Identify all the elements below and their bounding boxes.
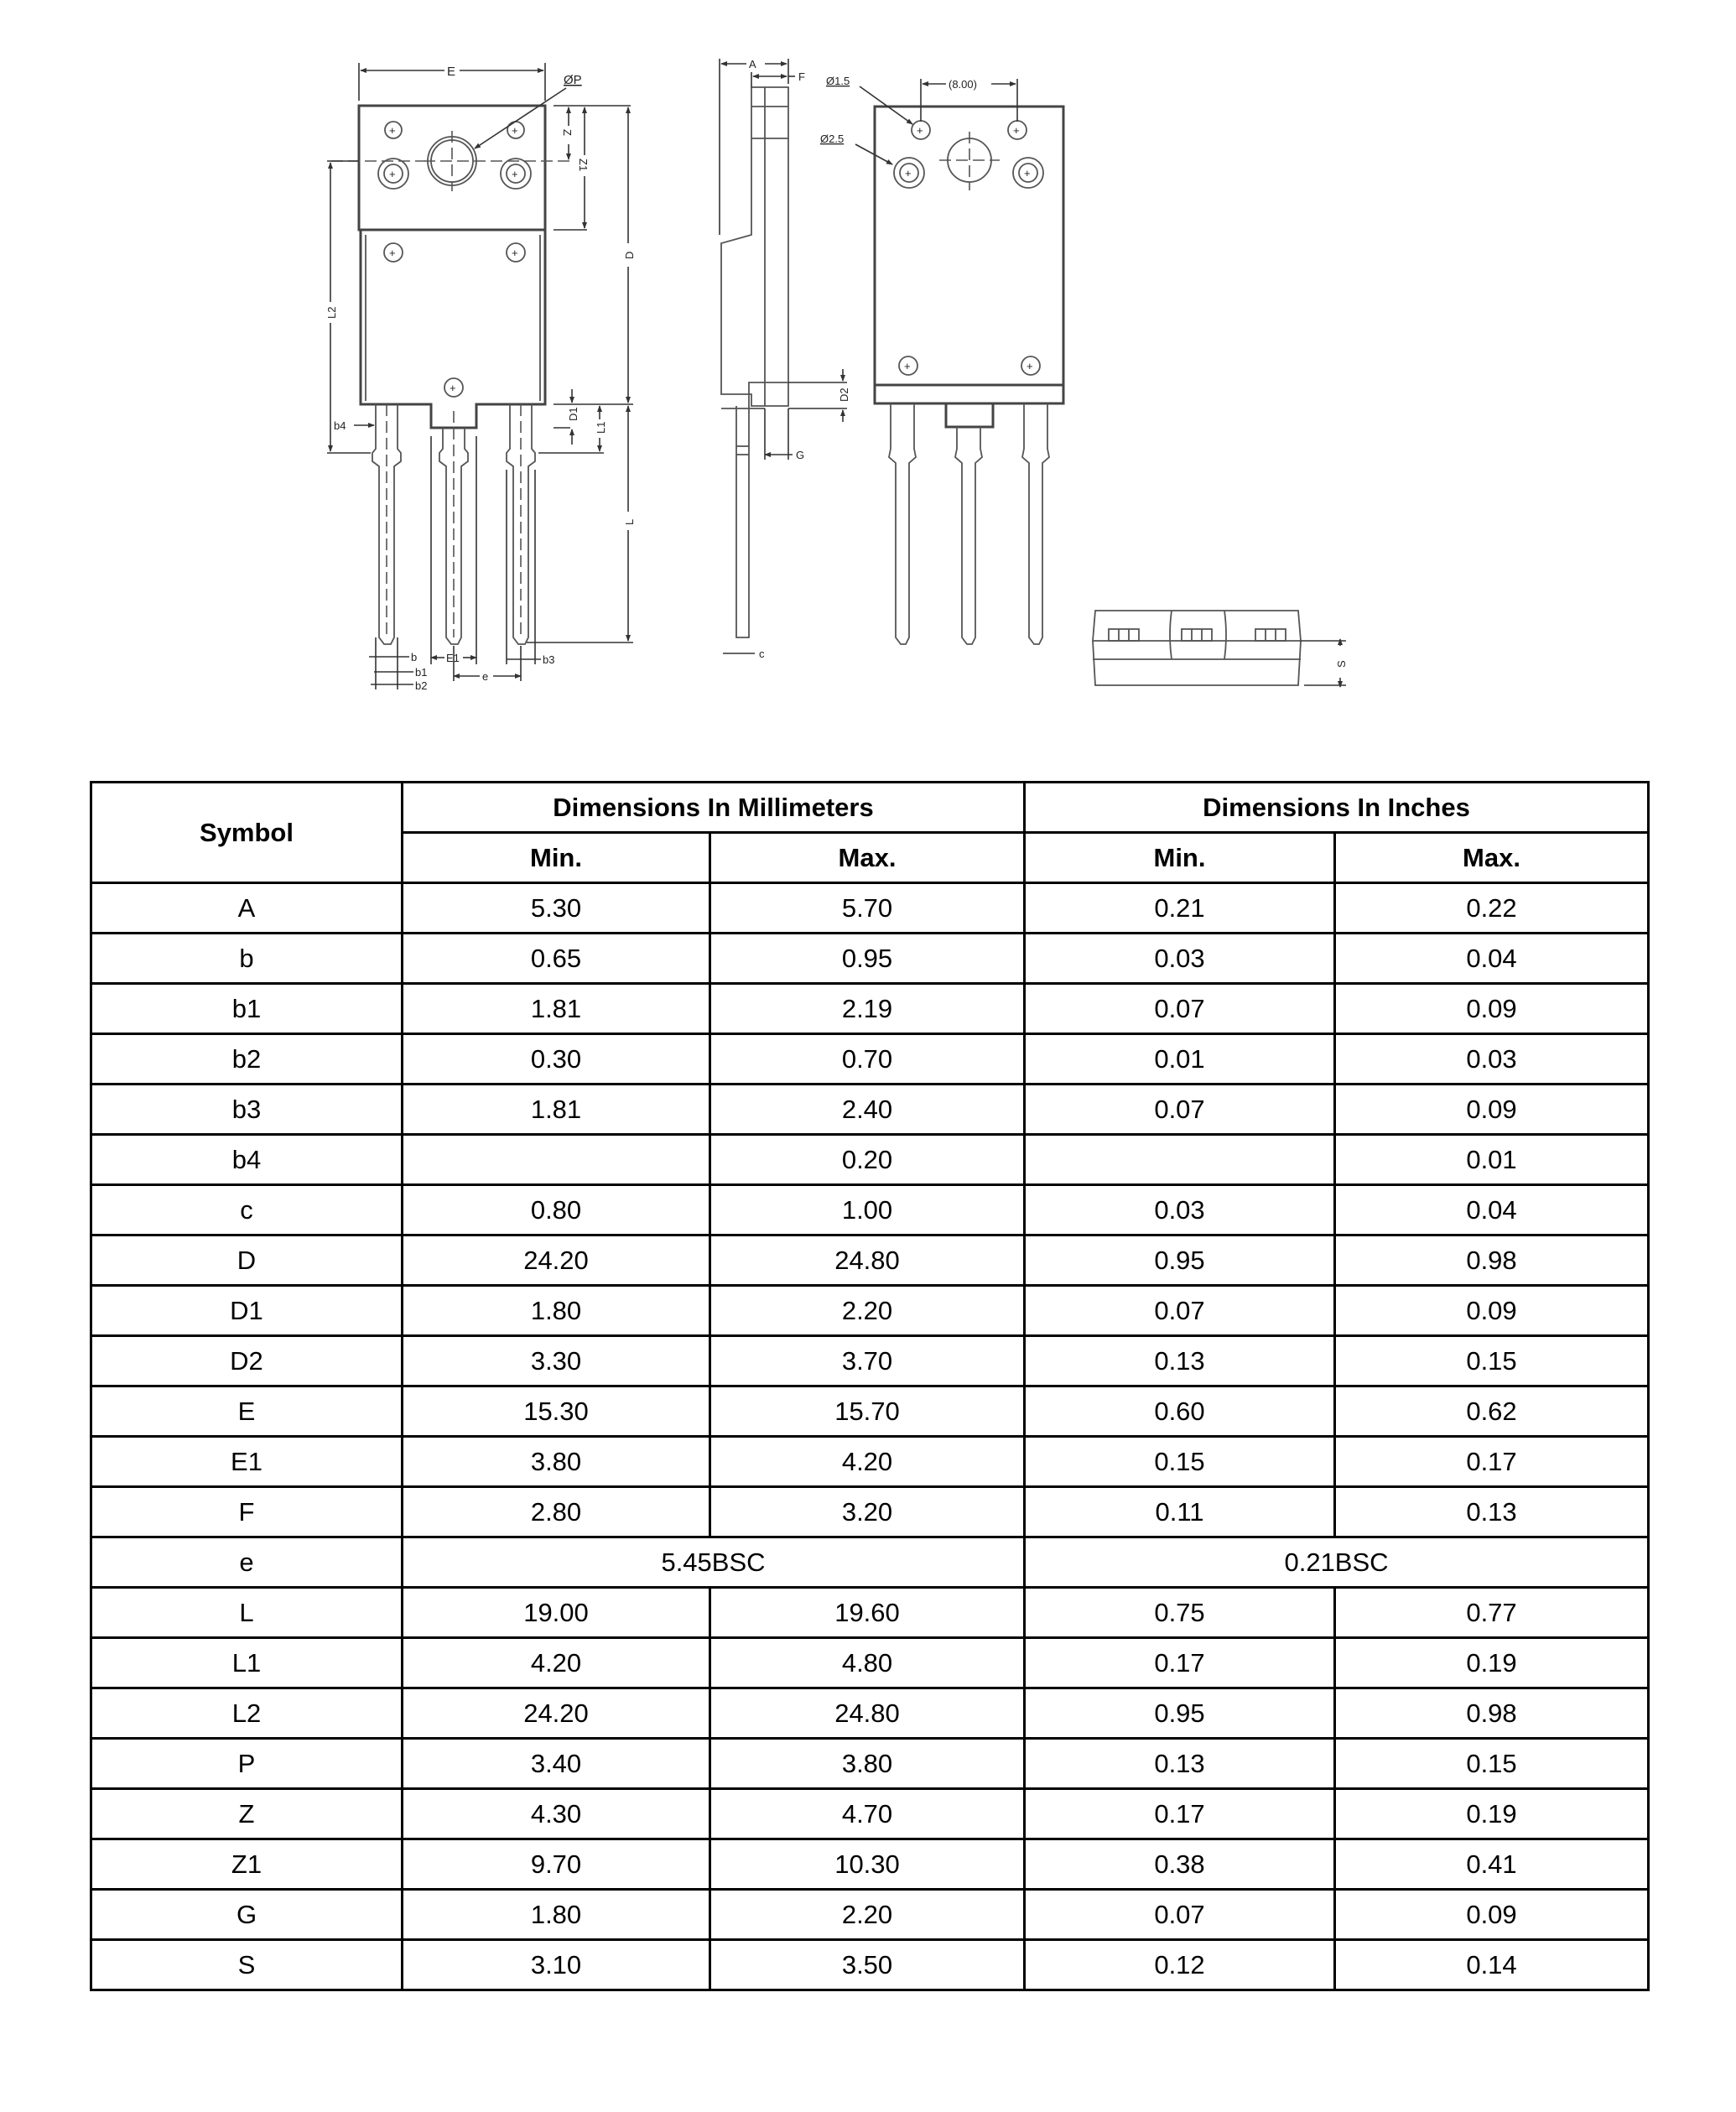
cell-mm-min: 0.80	[403, 1185, 710, 1235]
cell-mm-max: 3.20	[710, 1487, 1025, 1537]
cell-mm-min: 19.00	[403, 1588, 710, 1638]
cell-mm-min: 3.10	[403, 1940, 710, 1990]
table-row	[91, 984, 1649, 1034]
cell-symbol: E1	[91, 1437, 403, 1487]
header-mm-group: Dimensions In Millimeters	[403, 783, 1025, 833]
cell-symbol: E	[91, 1386, 403, 1437]
table-row	[91, 1386, 1649, 1437]
cell-symbol: b4	[91, 1135, 403, 1185]
cell-symbol: D1	[91, 1286, 403, 1336]
mounting-hole-icon	[331, 131, 570, 191]
cell-symbol: b2	[91, 1034, 403, 1085]
cell-inch-max: 0.14	[1335, 1940, 1649, 1990]
dim-label-b: b	[411, 651, 418, 663]
dim-label-b3: b3	[543, 653, 555, 666]
svg-text:+: +	[512, 124, 518, 137]
cell-inch-max: 0.19	[1335, 1638, 1649, 1688]
cell-symbol: b1	[91, 984, 403, 1034]
table-row	[91, 1235, 1649, 1286]
dim-label-D: D	[623, 251, 636, 259]
dim-label-A: A	[749, 58, 756, 70]
table-row	[91, 1688, 1649, 1739]
table-row	[91, 1034, 1649, 1085]
cell-symbol: b	[91, 934, 403, 984]
dim-label-F: F	[798, 70, 805, 83]
dim-label-b2: b2	[415, 679, 428, 692]
cell-inch-max: 0.41	[1335, 1839, 1649, 1890]
cell-symbol: G	[91, 1890, 403, 1940]
svg-text:+: +	[917, 124, 923, 137]
cell-inch-min: 0.11	[1025, 1487, 1335, 1537]
cell-inch-max: 0.09	[1335, 1890, 1649, 1940]
package-outline-drawing	[0, 0, 1736, 738]
cell-symbol: F	[91, 1487, 403, 1537]
cell-inch-max: 0.04	[1335, 934, 1649, 984]
dim-label-P: ØP	[564, 73, 582, 87]
cell-mm-max: 0.70	[710, 1034, 1025, 1085]
cell-mm-max: 4.20	[710, 1437, 1025, 1487]
cell-inch-min: 0.15	[1025, 1437, 1335, 1487]
cell-inch-max: 0.17	[1335, 1437, 1649, 1487]
cell-symbol: A	[91, 883, 403, 934]
dim-label-b1: b1	[415, 666, 428, 679]
cell-mm-max: 24.80	[710, 1235, 1025, 1286]
dim-label-hole-2-5: Ø2.5	[820, 133, 845, 145]
dim-label-E: E	[447, 65, 456, 79]
svg-text:+: +	[450, 382, 456, 394]
dim-label-Z1: Z1	[577, 159, 590, 172]
cell-symbol: e	[91, 1537, 403, 1588]
cell-inch-min: 0.13	[1025, 1336, 1335, 1386]
svg-text:+: +	[389, 247, 396, 259]
svg-text:+: +	[1027, 360, 1033, 372]
cell-symbol: c	[91, 1185, 403, 1235]
cell-mm-max: 2.20	[710, 1890, 1025, 1940]
dim-label-D1: D1	[567, 407, 580, 421]
cell-inch-max: 0.09	[1335, 1286, 1649, 1336]
cell-inch-min: 0.95	[1025, 1688, 1335, 1739]
cell-inch-max: 0.13	[1335, 1487, 1649, 1537]
cell-mm-min: 2.80	[403, 1487, 710, 1537]
cell-inch-min: 0.38	[1025, 1839, 1335, 1890]
cell-mm-min: 0.65	[403, 934, 710, 984]
cell-inch-min: 0.75	[1025, 1588, 1335, 1638]
cell-mm-min: 1.81	[403, 1085, 710, 1135]
header-inch-min: Min.	[1025, 833, 1335, 883]
dim-label-G: G	[796, 449, 805, 461]
table-row	[91, 1638, 1649, 1688]
cell-inch-min: 0.03	[1025, 934, 1335, 984]
cell-mm-min: 3.40	[403, 1739, 710, 1789]
table-row	[91, 1839, 1649, 1890]
cell-inch-max: 0.04	[1335, 1185, 1649, 1235]
cell-inch-min: 0.07	[1025, 984, 1335, 1034]
table-row	[91, 1286, 1649, 1336]
lead-middle	[439, 411, 468, 644]
cell-symbol: Z1	[91, 1839, 403, 1890]
svg-text:+: +	[904, 360, 911, 372]
table-row	[91, 1940, 1649, 1990]
lead-right	[507, 404, 535, 644]
cell-inch-min: 0.07	[1025, 1286, 1335, 1336]
cell-mm-max: 10.30	[710, 1839, 1025, 1890]
cell-inch-min: 0.17	[1025, 1638, 1335, 1688]
table-row	[91, 1487, 1649, 1537]
cell-mm-min: 24.20	[403, 1688, 710, 1739]
cell-inch-max: 0.09	[1335, 984, 1649, 1034]
cell-mm-min: 24.20	[403, 1235, 710, 1286]
cell-mm-max: 1.00	[710, 1185, 1025, 1235]
cell-mm-max: 19.60	[710, 1588, 1025, 1638]
table-row	[91, 1336, 1649, 1386]
cell-mm-min: 15.30	[403, 1386, 710, 1437]
svg-text:+: +	[389, 168, 396, 180]
cell-inch-min: 0.17	[1025, 1789, 1335, 1839]
cell-mm-max: 4.70	[710, 1789, 1025, 1839]
cell-mm-max: 15.70	[710, 1386, 1025, 1437]
cell-inch-min	[1025, 1135, 1335, 1185]
cell-mm-max: 3.70	[710, 1336, 1025, 1386]
bottom-view	[1093, 611, 1348, 687]
cell-mm-min: 3.80	[403, 1437, 710, 1487]
cell-mm-min	[403, 1135, 710, 1185]
cell-inch-min: 0.95	[1025, 1235, 1335, 1286]
cell-mm-max: 2.40	[710, 1085, 1025, 1135]
cell-symbol: P	[91, 1739, 403, 1789]
cell-inch-min: 0.60	[1025, 1386, 1335, 1437]
table-row	[91, 1437, 1649, 1487]
cell-inch-min: 0.01	[1025, 1034, 1335, 1085]
table-header-row	[91, 783, 1649, 833]
table-row	[91, 1789, 1649, 1839]
front-view	[325, 63, 636, 692]
cell-inch-max: 0.19	[1335, 1789, 1649, 1839]
table-row	[91, 1739, 1649, 1789]
header-inch-group: Dimensions In Inches	[1025, 783, 1649, 833]
table-row	[91, 883, 1649, 934]
dim-label-E1: E1	[446, 652, 460, 664]
cell-mm-max: 5.70	[710, 883, 1025, 934]
cell-mm-max: 2.19	[710, 984, 1025, 1034]
cell-mm-min: 5.30	[403, 883, 710, 934]
table-row	[91, 1185, 1649, 1235]
header-inch-max: Max.	[1335, 833, 1649, 883]
cell-inch-max: 0.01	[1335, 1135, 1649, 1185]
table-row	[91, 1537, 1649, 1588]
header-mm-min: Min.	[403, 833, 710, 883]
dim-label-L1: L1	[595, 421, 607, 434]
cell-symbol: D	[91, 1235, 403, 1286]
svg-text:+: +	[512, 247, 518, 259]
cell-inch-min: 0.13	[1025, 1739, 1335, 1789]
dim-label-hole-1-5: Ø1.5	[826, 75, 850, 87]
cell-symbol: b3	[91, 1085, 403, 1135]
cell-mm-min: 4.20	[403, 1638, 710, 1688]
cell-inch-min: 0.07	[1025, 1890, 1335, 1940]
cell-inch-max: 0.77	[1335, 1588, 1649, 1638]
cell-mm-max: 0.20	[710, 1135, 1025, 1185]
svg-text:+: +	[1024, 167, 1031, 179]
header-mm-max: Max.	[710, 833, 1025, 883]
cell-inch-max: 0.03	[1335, 1034, 1649, 1085]
cell-symbol: S	[91, 1940, 403, 1990]
cell-inch-max: 0.22	[1335, 883, 1649, 934]
cell-inch-max: 0.15	[1335, 1739, 1649, 1789]
cell-inch-bsc: 0.21BSC	[1025, 1537, 1649, 1588]
cell-mm-max: 3.80	[710, 1739, 1025, 1789]
table-row	[91, 1085, 1649, 1135]
cell-inch-min: 0.21	[1025, 883, 1335, 934]
cell-mm-min: 0.30	[403, 1034, 710, 1085]
cell-symbol: Z	[91, 1789, 403, 1839]
table-row	[91, 1588, 1649, 1638]
back-view	[820, 75, 1063, 644]
dim-label-D2: D2	[838, 388, 850, 402]
cell-symbol: L	[91, 1588, 403, 1638]
dim-label-pitch: (8.00)	[949, 78, 977, 91]
cell-inch-max: 0.62	[1335, 1386, 1649, 1437]
cell-inch-min: 0.03	[1025, 1185, 1335, 1235]
cell-symbol: L1	[91, 1638, 403, 1688]
svg-text:+: +	[512, 168, 518, 180]
cell-inch-max: 0.98	[1335, 1235, 1649, 1286]
dim-label-L: L	[623, 518, 636, 525]
table-row	[91, 1135, 1649, 1185]
dim-label-S: S	[1335, 660, 1348, 668]
cell-symbol: L2	[91, 1688, 403, 1739]
cell-inch-max: 0.15	[1335, 1336, 1649, 1386]
svg-text:+: +	[389, 124, 396, 137]
cell-inch-min: 0.12	[1025, 1940, 1335, 1990]
dim-label-b4: b4	[334, 419, 346, 432]
cell-symbol: D2	[91, 1336, 403, 1386]
cell-inch-max: 0.98	[1335, 1688, 1649, 1739]
cell-mm-min: 4.30	[403, 1789, 710, 1839]
cell-mm-bsc: 5.45BSC	[403, 1537, 1025, 1588]
dim-label-L2: L2	[325, 306, 338, 319]
lead-left	[372, 404, 401, 644]
table-body	[91, 883, 1649, 1990]
dim-label-e: e	[482, 670, 489, 683]
side-view	[720, 58, 850, 660]
cell-inch-min: 0.07	[1025, 1085, 1335, 1135]
dim-label-Z: Z	[561, 129, 574, 136]
header-symbol: Symbol	[91, 783, 403, 883]
cell-mm-max: 0.95	[710, 934, 1025, 984]
cell-mm-max: 2.20	[710, 1286, 1025, 1336]
cell-mm-min: 1.80	[403, 1286, 710, 1336]
cell-mm-min: 9.70	[403, 1839, 710, 1890]
cell-inch-max: 0.09	[1335, 1085, 1649, 1135]
cell-mm-min: 1.81	[403, 984, 710, 1034]
svg-text:+: +	[905, 167, 912, 179]
table-row	[91, 1890, 1649, 1940]
dimensions-table	[90, 781, 1650, 1991]
cell-mm-min: 3.30	[403, 1336, 710, 1386]
dim-label-c: c	[759, 648, 765, 660]
svg-text:+: +	[1013, 124, 1020, 137]
cell-mm-max: 3.50	[710, 1940, 1025, 1990]
table-row	[91, 934, 1649, 984]
cell-mm-max: 4.80	[710, 1638, 1025, 1688]
cell-mm-max: 24.80	[710, 1688, 1025, 1739]
cell-mm-min: 1.80	[403, 1890, 710, 1940]
